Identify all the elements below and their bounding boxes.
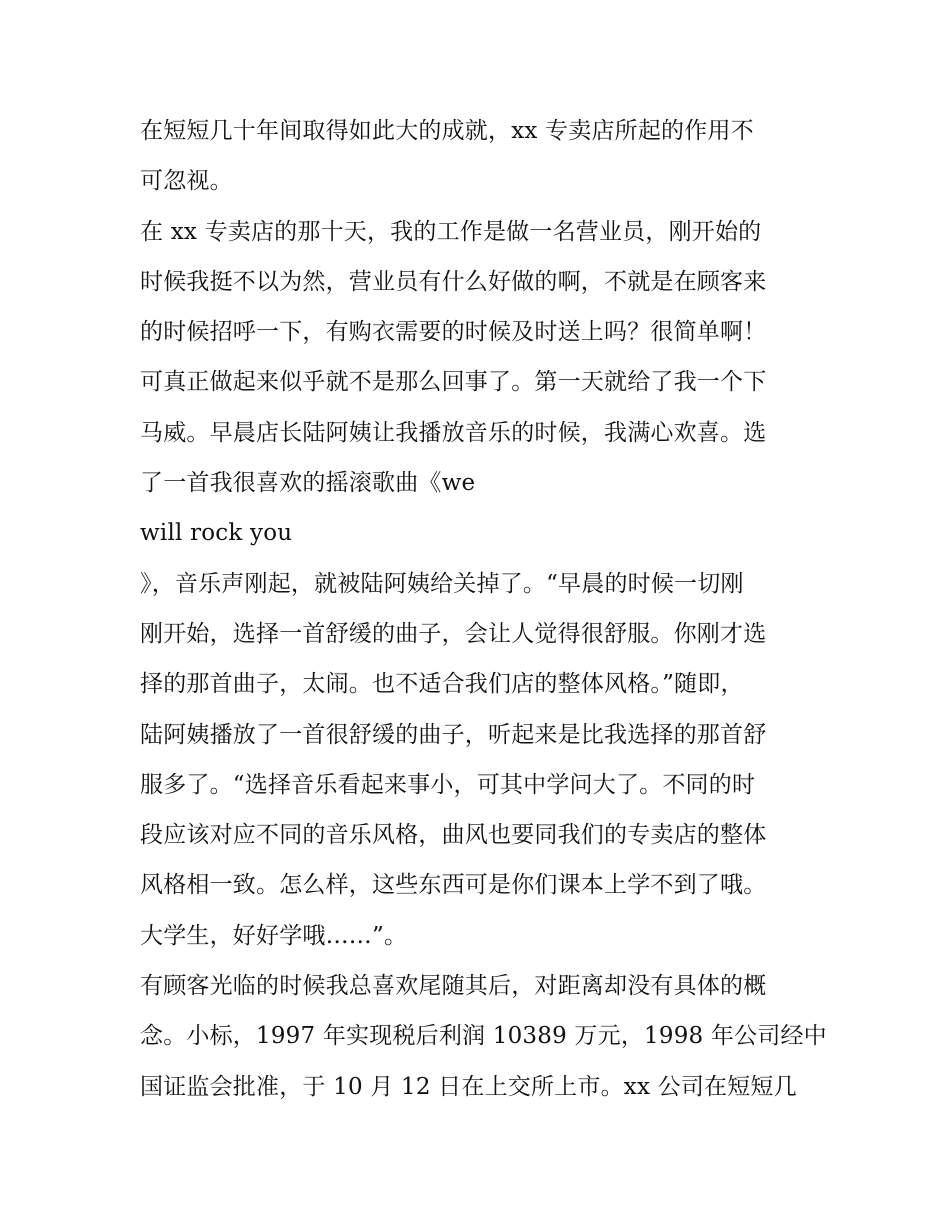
text-line: 刚开始，选择一首舒缓的曲子，会让人觉得很舒服。你刚才选 (140, 620, 767, 647)
text-line: 可真正做起来似乎就不是那么回事了。第一天就给了我一个下 (140, 369, 767, 396)
text-line: 》，音乐声刚起，就被陆阿姨给关掉了。“早晨的时候一切刚 (140, 570, 744, 597)
text-line: 风格相一致。怎么样，这些东西可是你们课本上学不到了哦。 (140, 872, 767, 899)
text-line: 陆阿姨播放了一首很舒缓的曲子，听起来是比我选择的那首舒 (140, 721, 767, 748)
text-line: 择的那首曲子，太闹。也不适合我们店的整体风格。”随即， (140, 671, 744, 698)
text-line: 大学生，好好学哦……”。 (140, 922, 408, 949)
text-line: 了一首我很喜欢的摇滚歌曲《we (140, 470, 476, 497)
text-line: 念。小标，1997 年实现税后利润 10389 万元，1998 年公司经中 (140, 1023, 827, 1050)
text-line: 国证监会批准，于 10 月 12 日在上交所上市。xx 公司在短短几 (140, 1073, 797, 1100)
text-line: 时候我挺不以为然，营业员有什么好做的啊，不就是在顾客来 (140, 268, 767, 295)
document-page (140, 106, 827, 1112)
text-line: 的时候招呼一下，有购衣需要的时候及时送上吗？很简单啊！ (140, 319, 767, 346)
text-line: 在短短几十年间取得如此大的成就，xx 专卖店所起的作用不 (140, 118, 754, 144)
text-line: 马威。早晨店长陆阿姨让我播放音乐的时候，我满心欢喜。选 (140, 419, 767, 446)
text-line: 在 xx 专卖店的那十天，我的工作是做一名营业员，刚开始的 (140, 218, 762, 245)
text-line: will rock you (140, 520, 293, 547)
text-line: 段应该对应不同的音乐风格，曲风也要同我们的专卖店的整体 (140, 822, 767, 849)
text-line: 服多了。“选择音乐看起来事小，可其中学问大了。不同的时 (140, 771, 756, 798)
text-line: 有顾客光临的时候我总喜欢尾随其后，对距离却没有具体的概 (140, 973, 767, 1000)
text-line: 可忽视。 (140, 168, 233, 195)
